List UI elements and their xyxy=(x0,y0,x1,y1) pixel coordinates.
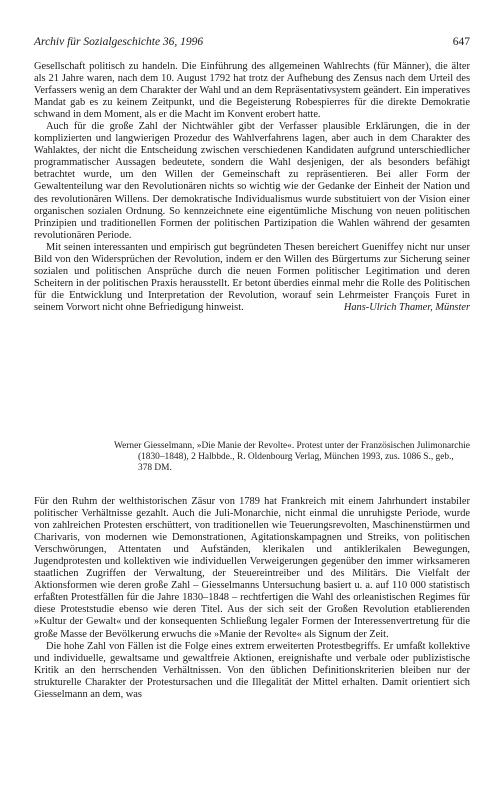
running-header xyxy=(34,36,470,48)
review-1-paragraph-2: Auch für die große Zahl der Nichtwähler gibt der Verfasser plausible Erklärungen, die in der komplizierten und langwierigen Prozedur des Wahlverfahrens lagen, aber auch in dem Charakter des Wahlaktes, der nicht die Entscheidung zwischen verschiedenen Kandidaten aufgrund unterschiedlicher programmatischer Aussagen bedeutete, sondern die Wahl desjenigen, der als besonders befähigt betrachtet wurde, um den Willen der Gemeinschaft zu repräsentieren. Bei aller Form der Gewaltenteilung war den Revolutionären nichts so wichtig wie der Gedanke der Einheit der Nation und des revolutionären Willens. Der demokratische Individualismus wurde substituiert von der Vision einer organischen sozialen Ordnung. So kennzeichnete eine eigentümliche Mischung von neuen politischen Prinzipien und traditionellen Formen der politischen Partizipation die Wahlen während der gesamten revolutionären Periode. xyxy=(34,121,470,241)
review-2 xyxy=(34,496,470,701)
review-1-paragraph-1: Gesellschaft politisch zu handeln. Die Einführung des allgemeinen Wahlrechts (für Männer), die älter als 21 Jahre waren, nach dem 10. August 1792 hat trotz der Aufhebung des Zensus nach dem Urteil des Verfassers wenig an dem Charakter der Wahl und an dem Repräsentativsystem geändert. Ein imperatives Mandat gab es zu keinem Zeitpunkt, und die Begeisterung Robespierres für die direkte Demokratie schwand in dem Moment, als er die Macht im Konvent erobert hatte. xyxy=(34,61,470,121)
page-number: 647 xyxy=(452,36,470,48)
journal-title: Archiv für Sozialgeschichte 36, 1996 xyxy=(34,36,204,48)
review-1 xyxy=(34,61,470,314)
bibliographic-entry xyxy=(114,441,470,475)
review-2-paragraph-1: Für den Ruhm der welthistorischen Zäsur von 1789 hat Frankreich mit einem Jahrhundert instabiler politischer Verhältnisse gezahlt. Auch die Juli-Monarchie, nicht einmal die unruhigste Periode, wurde von zahlreichen Protesten erschüttert, von traditionellen wie Teuerungsrevolten, Maschinenstürmen und Charivaris, von modernen wie Demonstrationen, Agitationskampagnen und Streiks, von politischen Verschwörungen, Attentaten und Aufständen, klerikalen und antiklerikalen Bewegungen, Jugendprotesten und kollektiven wie individuellen Verweigerungen gegenüber den immer wirksameren staatlichen Zugriffen der Verwaltung, der Steuereintreiber und des Militärs. Die Vielfalt der Aktionsformen wie deren große Zahl – Giesselmanns Untersuchung basiert u. a. auf 110 000 statistisch erfaßten Protestfällen für die Jahre 1830–1848 – rechtfertigen die Wahl des orleanistischen Regimes für diese Proteststudie ebenso wie deren Titel. Aus der sich seit der Großen Revolution etablierenden »Kultur der Gewalt« und der konsequenten Schließung legaler Formen der Interessenvertretung für die große Masse der Bevölkerung erwuchs die »Manie der Revolte« als Signum der Zeit. xyxy=(34,496,470,640)
reviewer-signature: Hans-Ulrich Thamer, Münster xyxy=(343,301,470,313)
review-1-paragraph-3-text: Mit seinen interessanten und empirisch gut begründeten Thesen bereichert Gueniffey nicht nur unser Bild von den Widersprüchen der Revolution, indem er den Willen des Bürgertums zur Sicherung seiner sozialen und politischen Ansprüche durch die neuen Formen politischer Legitimation und deren Scheitern in der politischen Praxis herausstellt. Er betont überdies einmal mehr die Rolle des Politischen für die Entwicklung und Interpretation der Revolution, worauf sein Lehrmeister François Furet in seinem Vorwort nicht ohne Befriedigung hinweist. xyxy=(34,241,470,313)
bibliographic-citation: Werner Giesselmann, »Die Manie der Revolte«. Protest unter der Französischen Julimonarchie (1830–1848), 2 Halbbde., R. Oldenbourg Verlag, München 1993, zus. 1086 S., geb., 378 DM. xyxy=(114,441,470,474)
review-1-paragraph-3 xyxy=(34,242,470,314)
review-2-paragraph-2: Die hohe Zahl von Fällen ist die Folge eines extrem erweiterten Protestbegriffs. Er umfaßt kollektive und individuelle, gewaltsame und gewaltfreie Aktionen, ereignishafte und verbale oder publizistische Kritik an den herrschenden Verhältnissen. Von den üblichen Definitionskriterien bleiben nur der strukturelle Charakter der Protestursachen und die Illegalität der Mittel erhalten. Damit orientiert sich Giesselmann an dem, was xyxy=(34,640,470,700)
